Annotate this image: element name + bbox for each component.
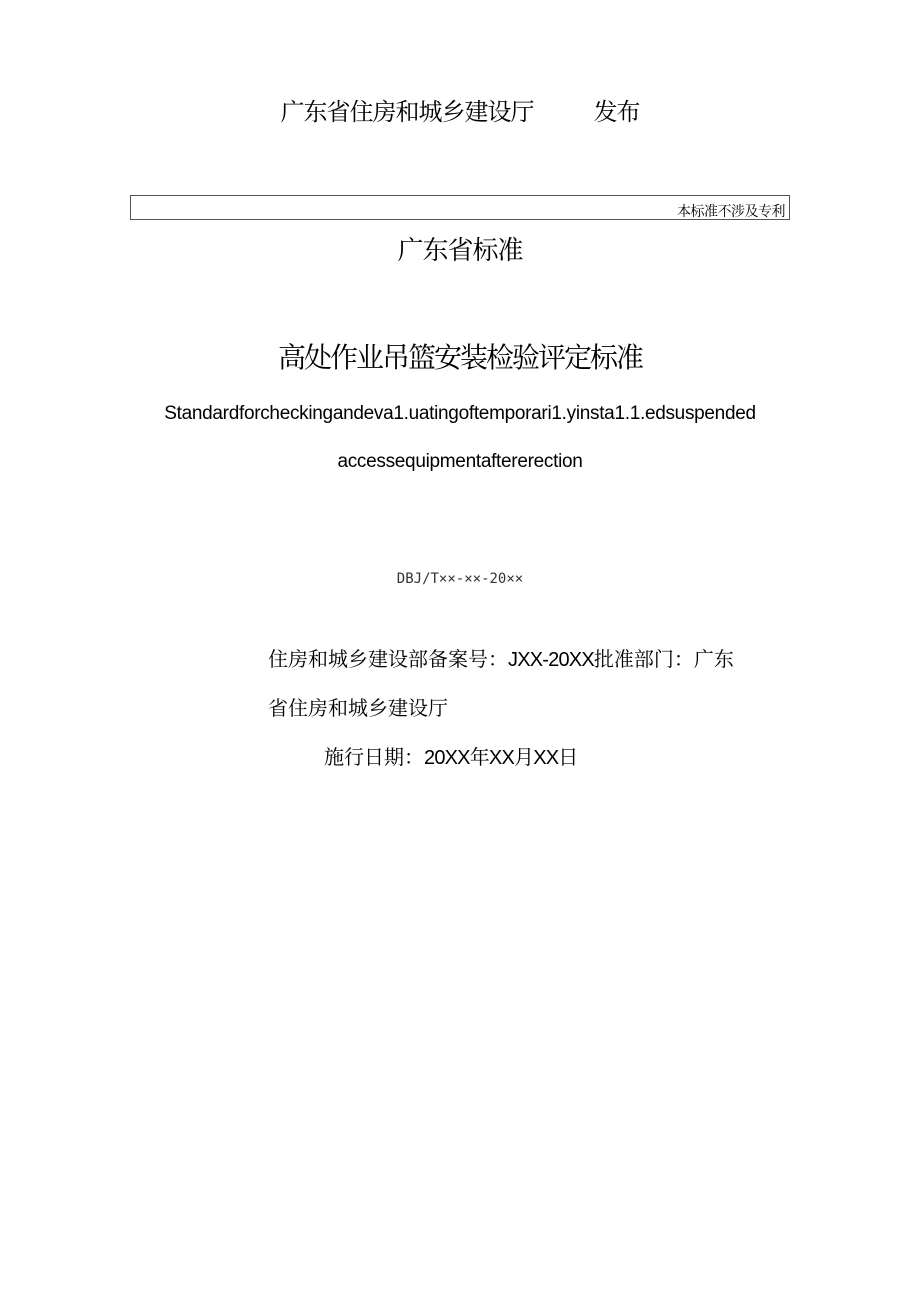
record-approval-line	[268, 643, 734, 672]
english-title-line-2: accessequipmentaftererection	[337, 451, 583, 472]
patent-note: 本标准不涉及专利	[677, 203, 785, 219]
publisher-line	[0, 92, 920, 127]
approval-label: 批准部门：广东	[593, 647, 734, 671]
page-title: 高处作业吊篮安装检验评定标准	[277, 342, 642, 373]
publish-label: 发布	[593, 99, 640, 126]
patent-note-box	[130, 195, 790, 220]
english-title-line-1: Standardforcheckingandeva1.uatingoftemporari1.yinsta1.1.edsuspended	[164, 403, 756, 424]
standard-code: DBJ/T××-××-20××	[396, 571, 524, 587]
publisher-name: 广东省住房和城乡建设厅	[280, 99, 534, 126]
standard-type: 广东省标准	[397, 235, 523, 265]
approval-continuation: 省住房和城乡建设厅	[268, 696, 448, 720]
record-label: 住房和城乡建设部备案号：	[268, 647, 508, 671]
effective-date-line	[324, 741, 578, 770]
record-value: JXX-20XX	[508, 649, 594, 671]
effective-label: 施行日期：	[324, 745, 424, 769]
effective-value: 20XX年XX月XX日	[424, 747, 578, 769]
